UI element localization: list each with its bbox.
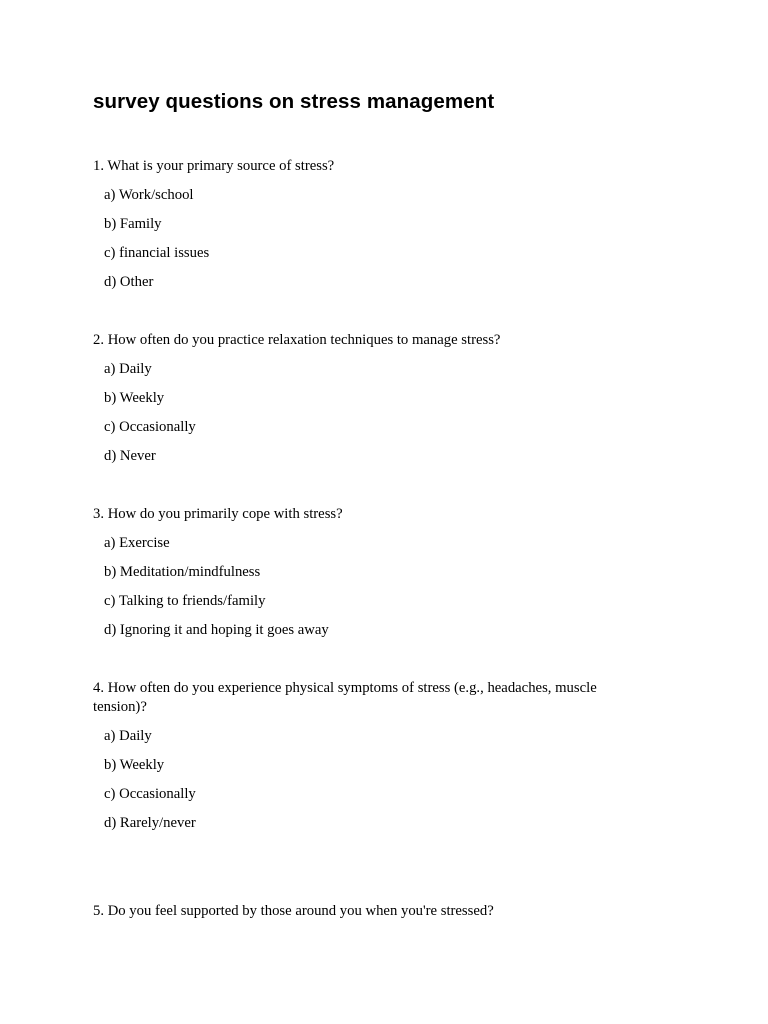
question-3-option-a: a) Exercise bbox=[104, 535, 170, 551]
question-1-option-a: a) Work/school bbox=[104, 187, 194, 203]
question-4: 4. How often do you experience physical symptoms of stress (e.g., headaches, muscle tension)? bbox=[93, 680, 597, 715]
question-2-option-c: c) Occasionally bbox=[104, 419, 196, 435]
question-3-option-d: d) Ignoring it and hoping it goes away bbox=[104, 622, 329, 638]
question-2: 2. How often do you practice relaxation techniques to manage stress? bbox=[93, 332, 501, 348]
question-1-option-d: d) Other bbox=[104, 274, 154, 290]
question-5: 5. Do you feel supported by those around you when you're stressed? bbox=[93, 903, 494, 919]
question-1-option-b: b) Family bbox=[104, 216, 162, 232]
question-2-option-a: a) Daily bbox=[104, 361, 152, 377]
question-2-option-d: d) Never bbox=[104, 448, 156, 464]
question-2-option-b: b) Weekly bbox=[104, 390, 165, 406]
question-1-option-c: c) financial issues bbox=[104, 245, 210, 261]
question-3-option-c: c) Talking to friends/family bbox=[104, 593, 266, 609]
question-4-option-a: a) Daily bbox=[104, 728, 152, 744]
question-4-option-d: d) Rarely/never bbox=[104, 815, 196, 831]
question-4-option-c: c) Occasionally bbox=[104, 786, 196, 802]
question-3: 3. How do you primarily cope with stress? bbox=[93, 506, 343, 522]
question-1: 1. What is your primary source of stress? bbox=[93, 158, 335, 174]
question-4-option-b: b) Weekly bbox=[104, 757, 165, 773]
question-3-option-b: b) Meditation/mindfulness bbox=[104, 564, 261, 580]
page-title: survey questions on stress management bbox=[93, 90, 495, 113]
